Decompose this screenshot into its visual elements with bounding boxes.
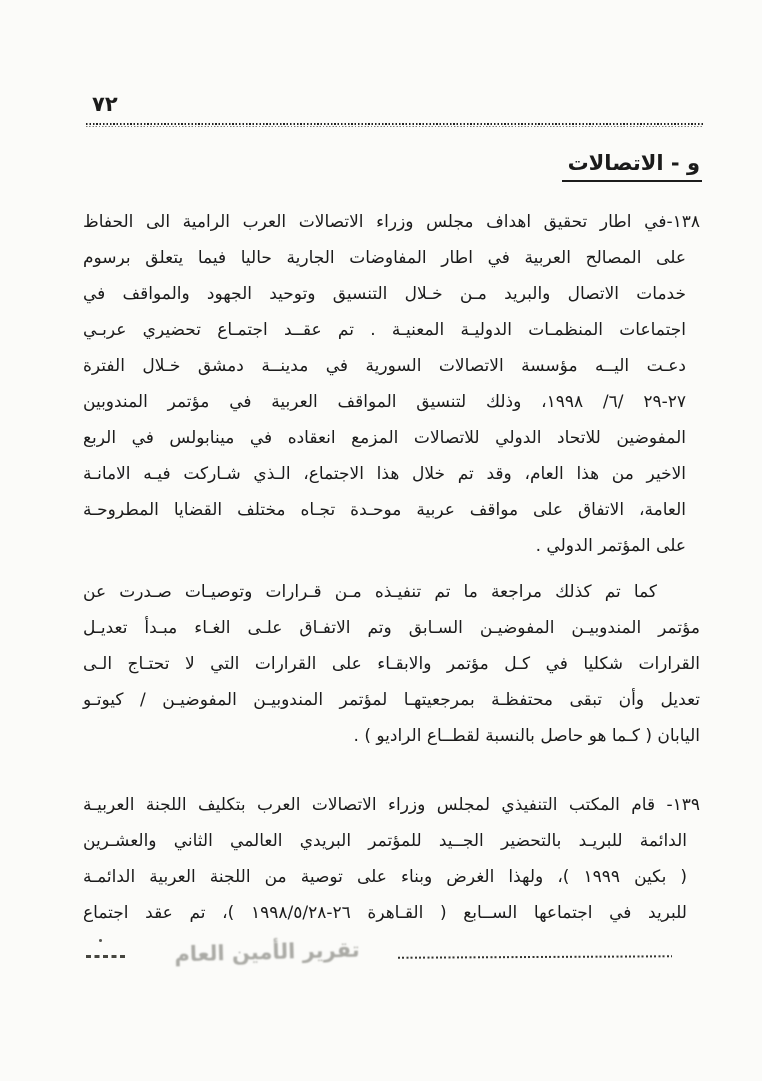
document-line: مؤتمر المندوبيـن المفوضيـن السـابق وتم الاتفـاق علـى الغـاء مبـدأ تعديـل [83, 618, 700, 638]
document-line: الدائمة للبريـد بالتحضير الجــيد للمؤتمر البريدي العالمي الثاني والعشـرين [83, 831, 687, 851]
document-line: على المؤتمر الدولي . [535, 536, 686, 556]
header-rule-bottom [86, 126, 703, 127]
paragraph-139 [83, 787, 700, 931]
header-rule [86, 123, 703, 127]
document-line: ٢٧-٢٩ /٦/ ١٩٩٨، وذلك لتنسيق المواقف العربية في مؤتمر المندوبين [83, 392, 686, 412]
document-line: ( بكين ١٩٩٩ )، ولهذا الغرض وبناء على توصية من اللجنة العربية الدائمـة [83, 867, 687, 887]
document-line: الاخير من هذا العام، وقد تم خلال هذا الاجتماع، الـذي شـاركت فيـه الامانـة [83, 464, 686, 484]
document-line: ١٣٩- قام المكتب التنفيذي لمجلس وزراء الاتصالات العرب بتكليف اللجنة العربيـة [83, 795, 700, 815]
footer-rule-left [86, 955, 128, 958]
section-heading: و - الاتصالات [562, 151, 702, 182]
document-line: المفوضين للاتحاد الدولي للاتصالات المزمع انعقاده في مينابولس في الربع [83, 428, 686, 448]
document-line: اليابان ( كـما هو حاصل بالنسبة لقطــاع الراديو ) . [353, 726, 700, 746]
document-line: العامة، الاتفاق على مواقف عربية موحـدة تجـاه مختلف القضايا المطروحـة [83, 500, 686, 520]
page-body [83, 204, 700, 931]
footer-stamp: تقرير الأمين العام [174, 937, 360, 967]
document-line: تعديل وأن تبقى محتفظـة بمرجعيتهـا لمؤتمر المندوبيـن المفوضيـن / كيوتـو [83, 690, 700, 710]
document-line: كما تم كذلك مراجعة ما تم تنفيـذه مـن قـرارات وتوصيـات صـدرت عن [83, 582, 657, 602]
footer-speck [99, 939, 102, 942]
document-line: دعـت اليــه مؤسسة الاتصالات السورية في مدينــة دمشق خـلال الفترة [83, 356, 686, 376]
footer-rule-right [398, 955, 672, 958]
header-rule-top [86, 123, 703, 125]
paragraph-138 [83, 204, 700, 564]
paragraph-follow-up [83, 574, 700, 754]
document-line: على المصالح العربية في اطار المفاوضات الجارية حاليا فيما يتعلق برسوم [83, 248, 686, 268]
document-line: ١٣٨-في اطار تحقيق اهداف مجلس وزراء الاتصالات العرب الرامية الى الحفاظ [83, 212, 700, 232]
page-number: ٧٢ [92, 92, 118, 116]
document-line: للبريد في اجتماعها الســابع ( القـاهرة ٢٦-٢٨/‏٥/‏١٩٩٨ )، تم عقد اجتماع [83, 903, 687, 923]
document-line: القرارات شكليا في كـل مؤتمر والابقـاء على القرارات التي لا تحتـاج الـى [83, 654, 700, 674]
document-line: خدمات الاتصال والبريد مـن خـلال التنسيق وتوحيد الجهود والمواقف في [83, 284, 686, 304]
document-line: اجتماعات المنظمـات الدوليـة المعنيـة . تم عقــد اجتمـاع تحضيري عربـي [83, 320, 686, 340]
